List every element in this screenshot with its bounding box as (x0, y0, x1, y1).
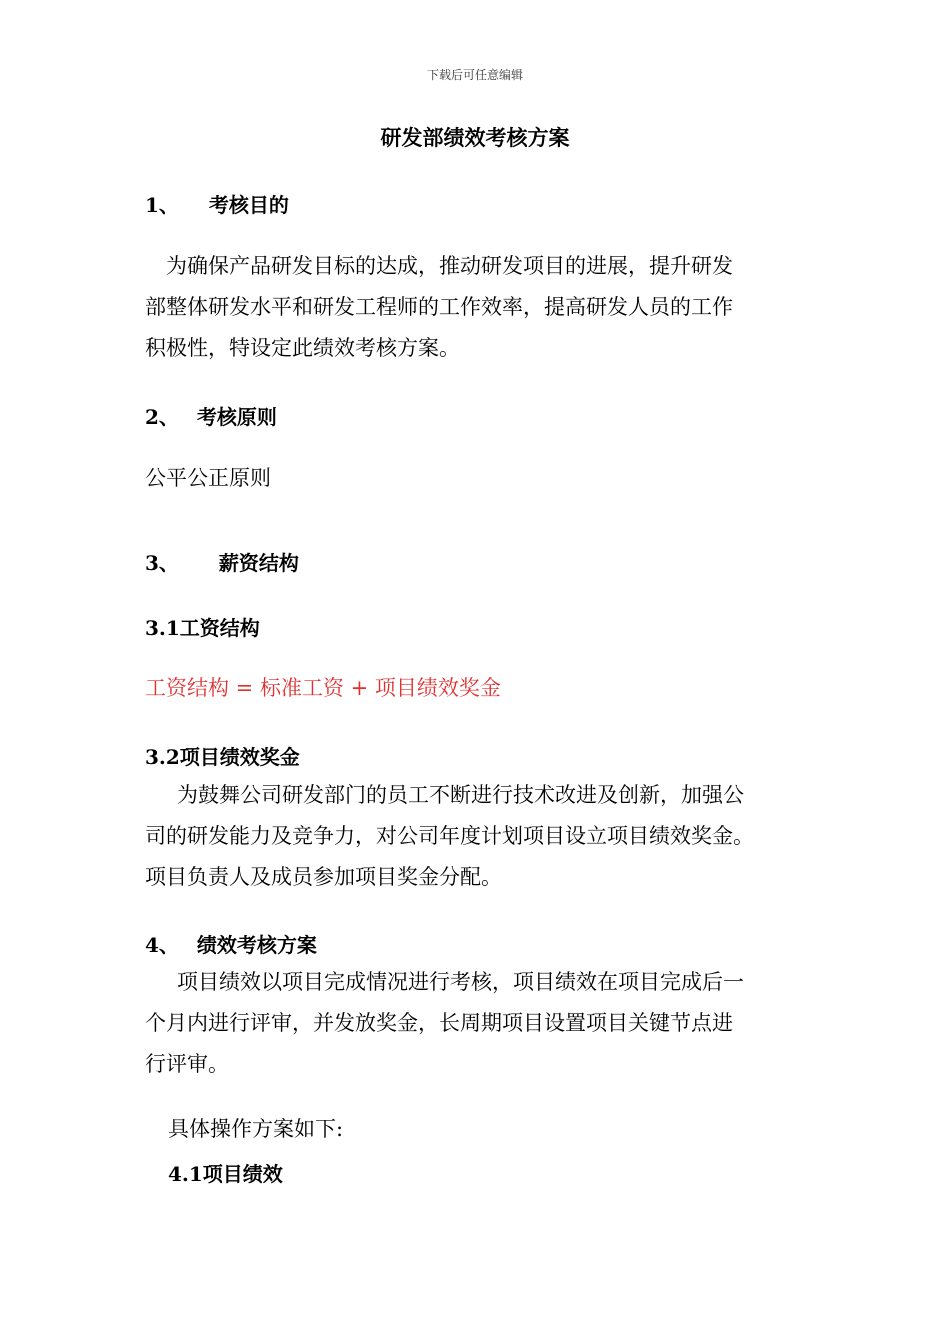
section-1-line-1: 为确保产品研发目标的达成，推动研发项目的进展，提升研发 (166, 254, 733, 278)
section-1-line-2: 部整体研发水平和研发工程师的工作效率，提高研发人员的工作 (145, 295, 733, 319)
section-3-number: 3、 (145, 551, 179, 575)
section-4-intro: 具体操作方案如下: (168, 1117, 344, 1141)
section-2-text: 公平公正原则 (145, 466, 271, 490)
section-3-2-line-3: 项目负责人及成员参加项目奖金分配。 (145, 865, 502, 889)
section-3-2-body (145, 775, 754, 898)
section-1-line-3: 积极性，特设定此绩效考核方案。 (145, 336, 460, 360)
section-4-line-2: 个月内进行评审，并发放奖金，长周期项目设置项目关键节点进 (145, 1011, 733, 1035)
section-1-number: 1、 (145, 193, 179, 217)
document-title: 研发部绩效考核方案 (380, 125, 570, 150)
section-3-2-line-1: 为鼓舞公司研发部门的员工不断进行技术改进及创新，加强公 (177, 783, 744, 807)
section-2-heading (145, 401, 277, 430)
section-3-title: 薪资结构 (218, 551, 299, 575)
section-3-1-heading: 3.1工资结构 (145, 616, 260, 640)
section-4-number: 4、 (145, 933, 179, 957)
section-4-title: 绩效考核方案 (196, 933, 317, 957)
section-4-heading (145, 929, 317, 958)
section-3-2-heading: 3.2项目绩效奖金 (145, 745, 300, 769)
section-1-title: 考核目的 (208, 193, 289, 217)
header-note: 下载后可任意编辑 (426, 68, 523, 82)
salary-formula: 工资结构 = 标准工资 + 项目绩效奖金 (145, 676, 501, 700)
section-3-2-line-2: 司的研发能力及竞争力，对公司年度计划项目设立项目绩效奖金。 (145, 824, 754, 848)
section-2-title: 考核原则 (196, 405, 277, 429)
section-1-heading (145, 189, 289, 218)
section-4-body (145, 962, 744, 1085)
section-2-number: 2、 (145, 405, 179, 429)
section-3-heading (145, 547, 299, 576)
section-4-1-heading: 4.1项目绩效 (168, 1162, 283, 1186)
section-1-body (145, 246, 733, 369)
section-4-line-1: 项目绩效以项目完成情况进行考核，项目绩效在项目完成后一 (177, 970, 744, 994)
section-4-line-3: 行评审。 (145, 1052, 229, 1076)
